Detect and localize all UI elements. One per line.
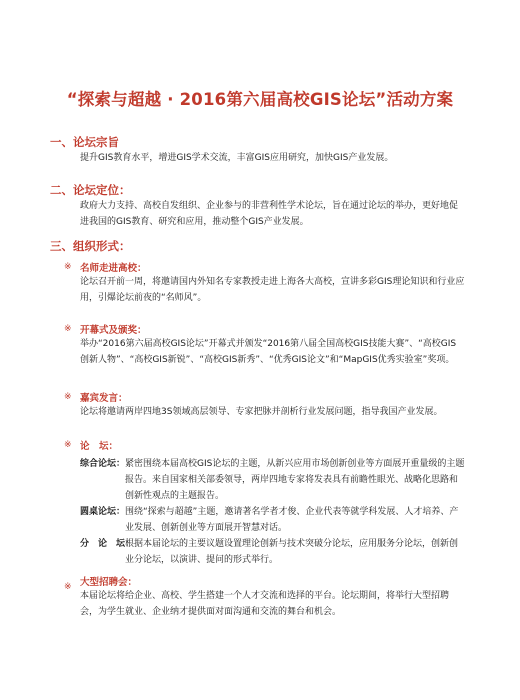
item-title-recruitment: 大型招聘会：: [80, 577, 138, 588]
section-heading-purpose: 一、论坛宗旨: [50, 135, 119, 149]
reference-mark-icon: ※: [64, 324, 72, 334]
reference-mark-icon: ※: [64, 440, 72, 450]
item-title-guests: 嘉宾发言：: [80, 393, 128, 404]
forum-text-roundtable: 围绕“探索与超越”主题，邀请著名学者才俊、企业代表等就学科发展、人才培养、产业发展、创新创业等方面展开智慧对话。: [125, 507, 459, 533]
forum-label-roundtable: 圆桌论坛：: [80, 507, 126, 517]
section-text-purpose: 提升GIS教育水平，增进GIS学术交流，丰富GIS应用研究，加快GIS产业发展。: [80, 153, 394, 163]
forum-text-general: 紧密围绕本届高校GIS论坛的主题，从新兴应用市场创新创业等方面展开重量级的主题报告。来自国家相关部委领导，两岸四地专家将发表具有前瞻性眼光、战略化思路和创新性观点的主题报告。: [125, 459, 465, 501]
item-title-masters: 名师走进高校：: [80, 263, 147, 274]
item-text-recruitment: 本届论坛将给企业、高校、学生搭建一个人才交流和选择的平台。论坛期间，将举行大型招聘会，为学生就业、企业纳才提供面对面沟通和交流的舞台和机会。: [80, 591, 450, 617]
page-title: “探索与超越 · 2016第六届高校GIS论坛”活动方案: [66, 90, 454, 109]
forum-label-general: 综合论坛：: [80, 459, 126, 469]
item-text-guests: 论坛将邀请两岸四地3S领域高层领导、专家把脉并剖析行业发展问题，指导我国产业发展。: [80, 407, 443, 417]
reference-mark-icon: ※: [64, 582, 72, 592]
forum-text-subforum: 根据本届论坛的主要议题设置理论创新与技术突破分论坛，应用服务分论坛，创新创业分论坛，以演讲、提问的形式举行。: [125, 539, 459, 565]
item-title-forums: 论 坛：: [80, 441, 119, 452]
section-heading-positioning: 二、论坛定位：: [50, 183, 131, 197]
item-title-opening: 开幕式及颁奖：: [80, 325, 147, 336]
section-heading-organization: 三、组织形式：: [50, 239, 131, 253]
item-text-masters: 论坛召开前一周，将邀请国内外知名专家教授走进上海各大高校，宣讲多彩GIS理论知识和行业应用，引爆论坛前夜的“名师风”。: [80, 277, 465, 303]
forum-label-subforum: 分 论 坛：: [80, 539, 135, 549]
reference-mark-icon: ※: [64, 262, 72, 272]
section-text-positioning: 政府大力支持、高校自发组织、企业参与的非营利性学术论坛，旨在通过论坛的举办，更好地促进我国的GIS教育、研究和应用，推动整个GIS产业发展。: [80, 201, 459, 227]
reference-mark-icon: ※: [64, 392, 72, 402]
item-text-opening: 举办“2016第六届高校GIS论坛”开幕式并颁发“2016第八届全国高校GIS技能大赛”、“高校GIS创新人物”、“高校GIS新锐”、“高校GIS新秀”、“优秀GIS论文”和“MapGIS优秀实验室”奖项。: [80, 339, 457, 365]
